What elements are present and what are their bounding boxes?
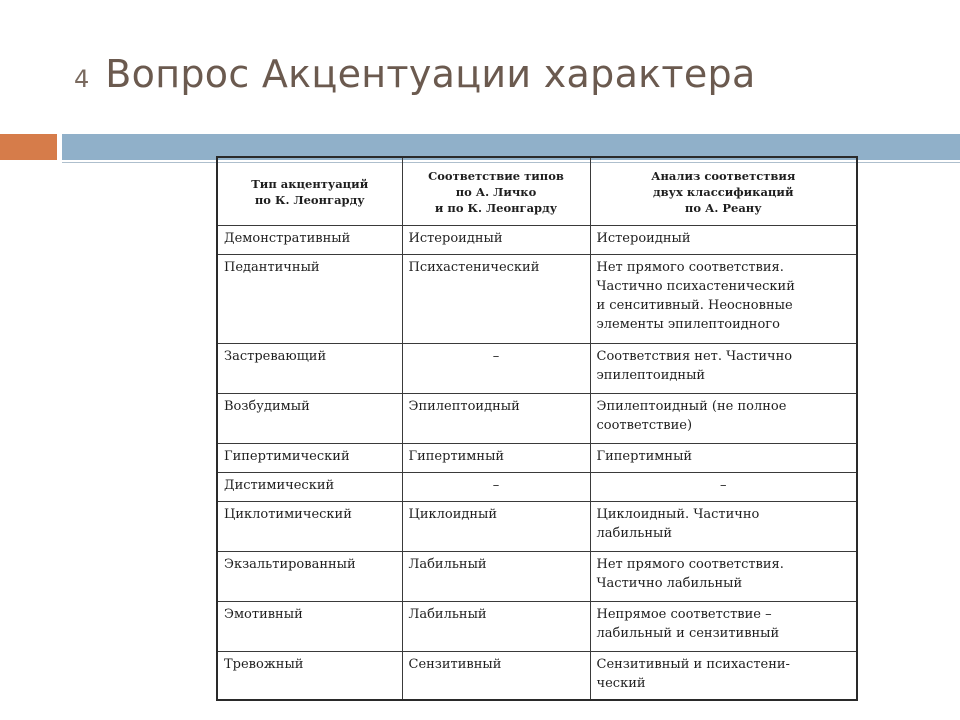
table-cell: Гипертимный <box>402 443 590 472</box>
table-cell: Нет прямого соответствия. Частично лабильный <box>590 551 857 601</box>
table-cell: – <box>402 472 590 501</box>
table-row <box>217 343 857 393</box>
table-cell: – <box>590 472 857 501</box>
table-row <box>217 254 857 343</box>
table-row <box>217 225 857 254</box>
table-cell: Психастенический <box>402 254 590 343</box>
table-cell: Лабильный <box>402 551 590 601</box>
table-cell: Педантичный <box>217 254 402 343</box>
table-cell: Лабильный <box>402 601 590 651</box>
table-cell: Дистимический <box>217 472 402 501</box>
page-title: Вопрос Акцентуации характера <box>105 52 756 96</box>
table-cell: Эмотивный <box>217 601 402 651</box>
table-row <box>217 651 857 700</box>
table-cell: Эпилептоидный (не полное соответствие) <box>590 393 857 443</box>
table-cell: Сензитивный и психастени- ческий <box>590 651 857 700</box>
table-row <box>217 501 857 551</box>
table-cell: Истероидный <box>402 225 590 254</box>
accent-bar-orange <box>0 134 57 160</box>
table-cell: Демонстративный <box>217 225 402 254</box>
table-cell: Циклотимический <box>217 501 402 551</box>
table-cell: Непрямое соответствие – лабильный и сензитивный <box>590 601 857 651</box>
table-cell: Застревающий <box>217 343 402 393</box>
table-cell: Циклоидный. Частично лабильный <box>590 501 857 551</box>
table-cell: Эпилептоидный <box>402 393 590 443</box>
table-cell: Возбудимый <box>217 393 402 443</box>
table-cell: Гипертимический <box>217 443 402 472</box>
table-row <box>217 551 857 601</box>
table-cell: Истероидный <box>590 225 857 254</box>
header-cell-lichko-correspondence: Соответствие типов по А. Личко и по К. Леонгарду <box>402 157 590 225</box>
table-cell: – <box>402 343 590 393</box>
table-cell: Гипертимный <box>590 443 857 472</box>
header-cell-leonhard-type: Тип акцентуаций по К. Леонгарду <box>217 157 402 225</box>
table-cell: Циклоидный <box>402 501 590 551</box>
table-row <box>217 601 857 651</box>
table-cell: Нет прямого соответствия. Частично психастенический и сенситивный. Неосновные элементы эпилептоидного <box>590 254 857 343</box>
table-cell: Соответствия нет. Частично эпилептоидный <box>590 343 857 393</box>
slide-number: 4 <box>74 65 90 93</box>
slide-title <box>74 52 756 112</box>
table-cell: Экзальтированный <box>217 551 402 601</box>
header-cell-rean-analysis: Анализ соответствия двух классификаций по А. Реану <box>590 157 857 225</box>
table-cell: Тревожный <box>217 651 402 700</box>
accentuation-table <box>216 156 858 701</box>
table-row <box>217 472 857 501</box>
table-cell: Сензитивный <box>402 651 590 700</box>
table-header-row <box>217 157 857 225</box>
table-row <box>217 443 857 472</box>
table-row <box>217 393 857 443</box>
